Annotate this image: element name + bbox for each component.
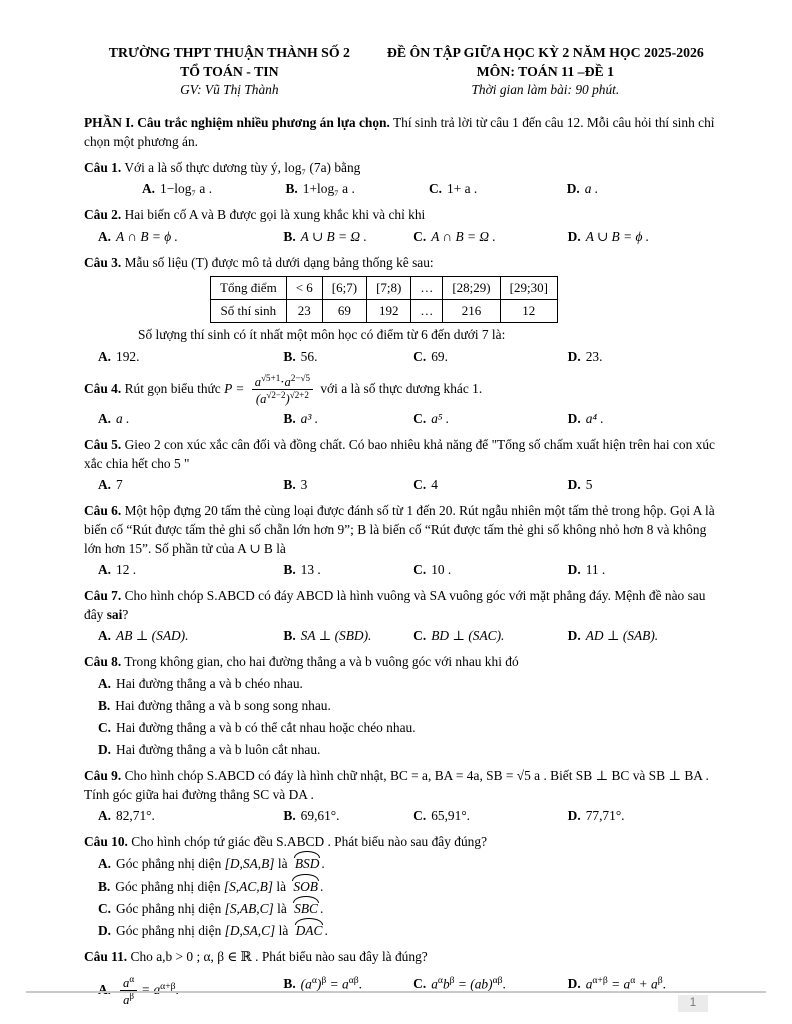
option-b (283, 475, 413, 494)
math-term: = (ab) (454, 976, 493, 992)
option-key: A. (98, 856, 112, 872)
option-text: 1−log₇ a . (160, 181, 213, 197)
header-left (84, 44, 375, 99)
option-key: D. (567, 476, 581, 492)
option-d (84, 921, 716, 940)
math-exponent: α (311, 974, 317, 986)
option-text: 7 (116, 476, 123, 492)
dihedral-bracket: [S,AC,B] (223, 878, 273, 894)
option-text: a . (584, 181, 599, 197)
option-key: A. (98, 476, 112, 492)
option-key: B. (283, 976, 296, 992)
option-b (283, 409, 413, 428)
table-row (211, 300, 558, 323)
question-3-text: Mẫu số liệu (T) được mô tả dưới dạng bảng thống kê sau: (124, 254, 434, 270)
math-term: = a (326, 976, 349, 992)
option-key: C. (413, 348, 427, 364)
option-a (98, 626, 283, 645)
teacher-name: GV: Vũ Thị Thành (180, 82, 279, 98)
question-11 (84, 947, 716, 966)
option-text: . (319, 900, 324, 916)
option-key: C. (413, 562, 427, 578)
option-text: 192. (116, 348, 140, 364)
option-a (98, 227, 283, 246)
option-text: 77,71°. (585, 808, 625, 824)
option-d (568, 560, 716, 579)
option-key: B. (283, 410, 296, 426)
math-term: + a (635, 976, 658, 992)
option-key: A. (98, 808, 112, 824)
question-11-text: Cho a,b > 0 ; α, β ∈ ℝ . Phát biểu nào sau đây là đúng? (130, 948, 428, 964)
option-key: D. (567, 348, 581, 364)
exam-subject: MÔN: TOÁN 11 –ĐỀ 1 (476, 63, 615, 79)
option-text: 56. (300, 348, 318, 364)
option-key: B. (283, 228, 296, 244)
option-text: A ∩ B = Ω . (431, 228, 496, 244)
option-b (283, 626, 413, 645)
fraction (252, 373, 313, 407)
header-right (375, 44, 716, 99)
option-key: A. (98, 676, 112, 692)
question-3-subtext: Số lượng thí sinh có ít nhất một môn học có điểm từ 6 đến dưới 7 là: (138, 327, 506, 343)
option-a (98, 560, 283, 579)
option-c (413, 560, 568, 579)
option-d (567, 179, 716, 198)
question-1-label: Câu 1. (84, 160, 122, 176)
table-cell: 69 (322, 300, 366, 323)
option-key: C. (413, 628, 427, 644)
option-key: B. (283, 808, 296, 824)
option-a (98, 347, 283, 366)
fraction-denominator (252, 389, 313, 407)
math-term: . (502, 976, 506, 992)
question-6 (84, 501, 716, 558)
option-key: D. (567, 976, 581, 992)
math-term: a (123, 975, 130, 990)
option-d (568, 227, 716, 246)
option-key: D. (98, 922, 112, 938)
table-cell: 12 (500, 300, 557, 323)
option-text: Hai đường thẳng a và b song song nhau. (115, 698, 331, 714)
table-cell: [6;7) (322, 276, 366, 299)
fraction-numerator (252, 373, 313, 390)
option-key: D. (567, 808, 581, 824)
option-text: là (277, 856, 288, 872)
option-text: 5 (585, 476, 593, 492)
math-term: a (431, 976, 438, 992)
dihedral-bracket: [D,SA,C] (224, 922, 276, 938)
question-1-options (84, 179, 716, 198)
math-term: . (358, 976, 362, 992)
question-2-label: Câu 2. (84, 207, 122, 223)
angle-arc: SBC (292, 899, 320, 918)
question-10 (84, 832, 716, 851)
question-5-options (84, 475, 716, 494)
formula-lhs: P = (224, 380, 245, 396)
math-term: ) (285, 392, 290, 407)
option-key: C. (413, 410, 427, 426)
math-exponent: β (657, 974, 663, 986)
option-text: 12 . (116, 562, 137, 578)
option-key: C. (98, 720, 112, 736)
option-text: SA ⊥ (SBD). (300, 628, 372, 644)
option-text: 23. (585, 348, 603, 364)
option-text: a . (116, 410, 130, 426)
option-d (568, 475, 716, 494)
option-d (84, 740, 716, 759)
math-exponent: √5+1 (261, 372, 281, 383)
table-cell: Tổng điểm (211, 276, 287, 299)
angle-arc: SOB (291, 877, 320, 896)
table-cell: 23 (286, 300, 322, 323)
header (84, 44, 716, 99)
table-cell: [28;29) (443, 276, 500, 299)
question-7-sai: sai (106, 607, 123, 623)
option-c (429, 179, 567, 198)
table-cell: 216 (443, 300, 500, 323)
question-7-text: Cho hình chóp S.ABCD có đáy ABCD là hình vuông và SA vuông góc với mặt phẳng đáy. Mệnh đề nào sau đây (84, 588, 706, 623)
option-key: C. (413, 228, 427, 244)
option-text: a⁵ . (431, 410, 450, 426)
part1-description: Thí sinh trả lời từ câu 1 đến câu 12. Mỗi câu hỏi thí sinh chỉ chọn một phương án. (84, 115, 715, 150)
question-11-label: Câu 11. (84, 948, 128, 964)
exam-duration: Thời gian làm bài: 90 phút. (471, 82, 620, 98)
option-key: A. (98, 348, 112, 364)
option-key: C. (98, 900, 112, 916)
option-a (98, 409, 283, 428)
math-term: = a (607, 976, 631, 992)
question-10-text: Cho hình chóp tứ giác đều S.ABCD . Phát biểu nào sau đây đúng? (131, 834, 488, 850)
option-d (568, 409, 716, 428)
option-key: B. (283, 562, 296, 578)
math-term: (a (300, 976, 312, 992)
math-exponent: α (129, 973, 135, 984)
option-text: là (276, 878, 287, 894)
fraction-numerator (120, 974, 137, 991)
question-8-text: Trong không gian, cho hai đường thẳng a và b vuông góc với nhau khi đó (124, 654, 519, 670)
question-7-options (84, 626, 716, 645)
question-4-text-after: với a là số thực dương khác 1. (320, 380, 483, 396)
option-key: A. (98, 228, 112, 244)
option-key: A. (142, 181, 156, 197)
question-2-text: Hai biến cố A và B được gọi là xung khắc khi và chỉ khi (124, 207, 426, 223)
question-7-label: Câu 7. (84, 588, 122, 604)
option-b (283, 227, 413, 246)
question-3-label: Câu 3. (84, 254, 122, 270)
exam-title: ĐỀ ÔN TẬP GIỮA HỌC KỲ 2 NĂM HỌC 2025-2026 (386, 45, 704, 60)
math-exponent: α (437, 974, 443, 986)
option-key: A. (98, 410, 112, 426)
option-text: 69,61°. (300, 808, 340, 824)
option-text: BD ⊥ (SAC). (431, 628, 505, 644)
option-text: A ∩ B = ϕ . (116, 228, 178, 244)
statistics-table (210, 276, 558, 324)
option-text: Góc phẳng nhị diện (115, 878, 221, 894)
option-text: Hai đường thẳng a và b có thể cắt nhau hoặc chéo nhau. (116, 720, 416, 736)
math-term: = a (141, 981, 161, 997)
math-exponent: √2+2 (289, 390, 309, 401)
math-exponent: 2−√5 (290, 372, 310, 383)
option-c (84, 718, 716, 737)
option-text: a⁴ . (585, 410, 604, 426)
option-text: 1+log₇ a . (302, 181, 355, 197)
option-text: AD ⊥ (SAB). (585, 628, 659, 644)
question-5-text: Gieo 2 con xúc xắc cân đối và đồng chất. Có bao nhiêu khả năng để "Tổng số chấm xuất hiện trên hai con xúc xắc chia hết cho 5 " (84, 436, 715, 471)
option-text: 65,91°. (431, 808, 471, 824)
dihedral-bracket: [S,AB,C] (224, 900, 274, 916)
question-4 (84, 373, 716, 407)
option-text: . (319, 878, 324, 894)
option-c (413, 806, 568, 825)
math-term: (a (255, 392, 267, 407)
option-text: . (321, 856, 325, 872)
table-cell: Số thí sinh (211, 300, 287, 323)
question-7-qmark: ? (122, 607, 129, 623)
option-key: D. (567, 628, 581, 644)
option-key: B. (285, 181, 298, 197)
option-key: D. (566, 181, 580, 197)
table-cell: [29;30] (500, 276, 557, 299)
option-key: D. (567, 562, 581, 578)
question-4-label: Câu 4. (84, 380, 122, 396)
question-3-options (84, 347, 716, 366)
option-text: a³ . (300, 410, 319, 426)
option-d (568, 806, 716, 825)
math-term: a (254, 374, 262, 389)
option-c (413, 347, 568, 366)
math-exponent: β (129, 991, 135, 1002)
option-key: B. (283, 348, 296, 364)
angle-arc: DAC (294, 921, 325, 940)
option-text: là (277, 900, 287, 916)
question-1-text: Với a là số thực dương tùy ý, log₇ (7a) bằng (124, 160, 361, 176)
question-2 (84, 205, 716, 224)
option-text: 82,71°. (116, 808, 155, 824)
option-key: C. (429, 181, 443, 197)
option-text: Góc phẳng nhị diện (116, 922, 222, 938)
option-a (84, 854, 716, 873)
option-text: A ∪ B = ϕ . (585, 228, 650, 244)
question-1 (84, 158, 716, 177)
question-5 (84, 435, 716, 473)
question-9 (84, 766, 716, 804)
option-text: Hai đường thẳng a và b chéo nhau. (116, 676, 303, 692)
option-d (568, 626, 716, 645)
question-9-options (84, 806, 716, 825)
option-key: C. (413, 808, 427, 824)
math-term: b (442, 976, 450, 992)
question-5-label: Câu 5. (84, 436, 122, 452)
option-text: Hai đường thẳng a và b luôn cắt nhau. (116, 742, 321, 758)
question-10-label: Câu 10. (84, 834, 128, 850)
question-6-label: Câu 6. (84, 502, 122, 518)
option-key: A. (98, 628, 112, 644)
option-key: A. (98, 562, 112, 578)
option-c (84, 899, 716, 918)
option-key: B. (98, 878, 111, 894)
school-name: TRƯỜNG THPT THUẬN THÀNH SỐ 2 (108, 45, 350, 60)
footer-divider (26, 991, 766, 993)
question-8-label: Câu 8. (84, 654, 122, 670)
part1-title: PHẦN I. Câu trắc nghiệm nhiều phương án lựa chọn. (84, 115, 390, 131)
option-d (568, 347, 716, 366)
math-exponent: √2−2 (266, 390, 286, 401)
option-b (283, 347, 413, 366)
option-c (413, 626, 568, 645)
math-exponent: αβ (348, 974, 359, 986)
question-8 (84, 652, 716, 671)
option-key: B. (98, 698, 111, 714)
option-a (98, 475, 283, 494)
option-text: A ∪ B = Ω . (300, 228, 367, 244)
question-2-options (84, 227, 716, 246)
option-text: 1+ a . (447, 181, 478, 197)
option-text: 13 . (300, 562, 321, 578)
option-b (283, 560, 413, 579)
math-term: . (175, 981, 179, 997)
option-a (84, 674, 716, 693)
option-b (84, 877, 716, 896)
table-cell: 192 (367, 300, 411, 323)
option-text: 69. (431, 348, 448, 364)
option-key: B. (283, 628, 296, 644)
option-b (283, 806, 413, 825)
math-term: a (585, 976, 593, 992)
option-key: D. (98, 742, 112, 758)
math-exponent: αβ (492, 974, 503, 986)
table-cell: … (411, 276, 443, 299)
question-4-options (84, 409, 716, 428)
option-text: . (324, 922, 328, 938)
math-exponent: α+β (592, 974, 608, 986)
option-c (413, 409, 568, 428)
question-7 (84, 586, 716, 624)
table-cell: … (411, 300, 443, 323)
option-text: AB ⊥ (SAD). (116, 628, 189, 644)
option-b (286, 179, 430, 198)
table-row (211, 276, 558, 299)
question-6-options (84, 560, 716, 579)
option-key: C. (413, 476, 427, 492)
option-a (98, 806, 283, 825)
option-key: C. (413, 976, 427, 992)
option-key: B. (283, 476, 296, 492)
part1-intro (84, 113, 716, 151)
math-exponent: β (321, 974, 327, 986)
option-b (84, 696, 716, 715)
option-text: là (278, 922, 289, 938)
option-text: 3 (300, 476, 308, 492)
option-text: 10 . (431, 562, 452, 578)
angle-arc: BSD (293, 854, 322, 873)
math-term: a (123, 993, 130, 1008)
math-exponent: α (630, 974, 636, 986)
math-exponent: β (449, 974, 455, 986)
table-cell: < 6 (286, 276, 322, 299)
option-text: Góc phẳng nhị diện (116, 900, 222, 916)
question-9-label: Câu 9. (84, 768, 122, 784)
page-number: 1 (678, 995, 708, 1012)
option-a (142, 179, 286, 198)
question-3 (84, 253, 716, 272)
question-9-text: Cho hình chóp S.ABCD có đáy là hình chữ nhật, BC = a, BA = 4a, SB = √5 a . Biết SB ⊥ BC và SB ⊥ BA . Tính góc giữa hai đường thẳng SC và DA . (84, 768, 709, 803)
option-c (413, 227, 568, 246)
question-4-text: Rút gọn biểu thức (124, 380, 221, 396)
table-cell: [7;8) (367, 276, 411, 299)
math-term: ⋅a (280, 374, 291, 389)
department-name: TỔ TOÁN - TIN (180, 63, 279, 79)
option-key: D. (567, 228, 581, 244)
option-c (413, 475, 568, 494)
math-term: . (662, 976, 666, 992)
option-text: Góc phẳng nhị diện (116, 856, 222, 872)
option-text: 11 . (585, 562, 606, 578)
math-exponent: α+β (160, 980, 176, 992)
dihedral-bracket: [D,SA,B] (224, 856, 275, 872)
option-text: 4 (431, 476, 438, 492)
option-key: A. (98, 981, 112, 997)
question-6-text: Một hộp đựng 20 tấm thẻ cùng loại được đánh số từ 1 đến 20. Rút ngẫu nhiên một tấm thẻ trong hộp. Gọi A là biến cố “Rút được tấm thẻ ghi số chẵn lớn hơn 9”; B là biến cố “Rút được tấm thẻ ghi số không nhỏ hơn 8 và không lớn hơn 15”. Số phần tử của A ∪ B là (84, 502, 715, 557)
math-term: ) (316, 976, 322, 992)
option-key: D. (567, 410, 581, 426)
